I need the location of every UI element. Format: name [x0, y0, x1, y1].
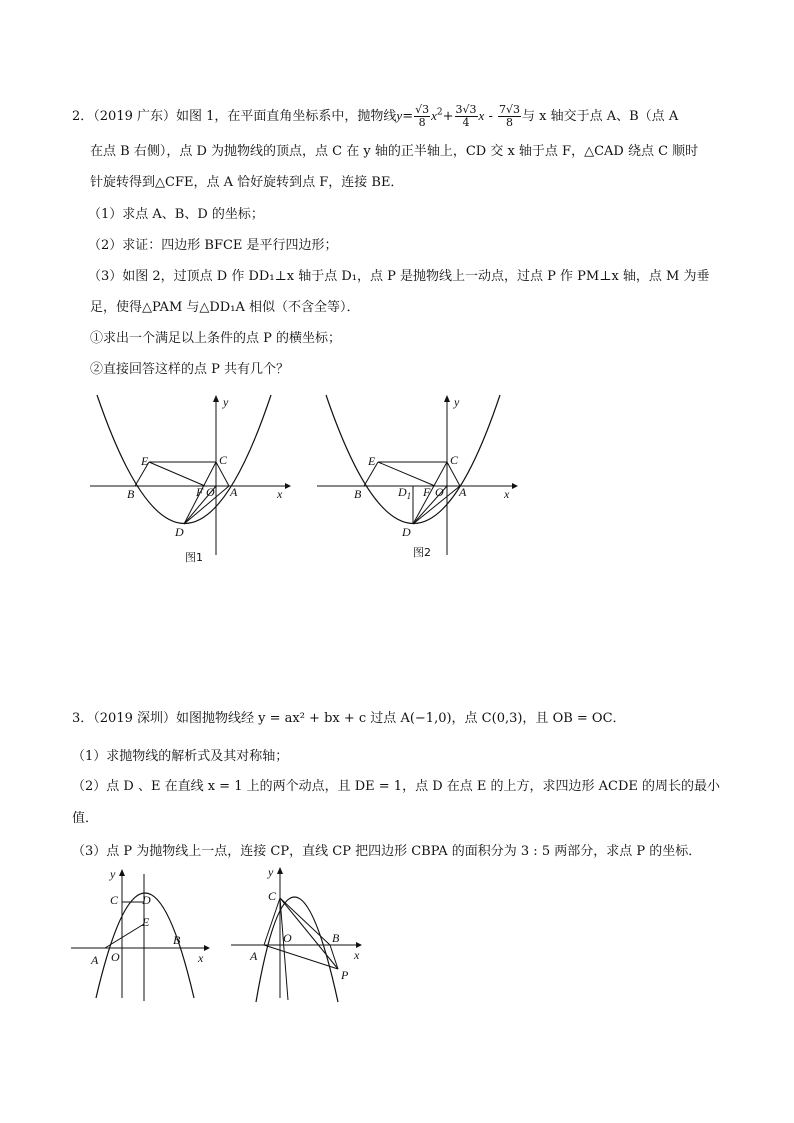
figure-3-svg [68, 866, 218, 1006]
figure-2 [312, 390, 522, 570]
problem2-line1 [72, 104, 678, 129]
figure-1 [85, 390, 295, 570]
problem2-q2: （2）求证：四边形 BFCE 是平行四边形； [88, 238, 338, 253]
figure-1-caption: 图1 [185, 551, 203, 564]
figure-3 [68, 866, 218, 1006]
label-D1-subscript: 1 [406, 491, 412, 501]
label-B: B [354, 487, 362, 501]
eq-square: 2 [436, 107, 443, 118]
eq-frac2-num: 3√3 [455, 103, 477, 116]
y-axis-arrow-icon [444, 395, 450, 402]
eq-frac3 [498, 104, 521, 129]
x-axis-arrow-icon [204, 945, 210, 951]
problem2-q3b: ②直接回答这样的点 P 共有几个？ [90, 362, 290, 377]
problem2-q3-line1: （3）如图 2，过顶点 D 作 DD₁⊥x 轴于点 D₁，点 P 是抛物线上一动点，过点 P 作 PM⊥x 轴，点 M 为垂 [88, 269, 710, 284]
label-E: E [368, 454, 376, 468]
label-x: x [277, 487, 283, 501]
label-y: y [110, 867, 116, 881]
problem2-line2: 在点 B 右侧），点 D 为抛物线的顶点，点 C 在 y 轴的正半轴上，CD 交 x 轴于点 F，△CAD 绕点 C 顺时 [90, 144, 699, 159]
label-D: D [402, 525, 411, 539]
label-C: C [110, 893, 119, 907]
eq-frac1-num: √3 [415, 103, 430, 116]
label-O: O [206, 485, 215, 499]
eq-frac3-den: 8 [506, 116, 513, 129]
label-D1-letter: D [398, 485, 407, 499]
eq-frac2 [455, 104, 478, 129]
problem2-q1: （1）求点 A、B、D 的坐标； [88, 207, 264, 222]
segment-AE [105, 924, 144, 948]
label-P: P [341, 968, 349, 982]
y-axis-arrow-icon [213, 395, 219, 402]
problem2-intro: 如图 1，在平面直角坐标系中，抛物线 [176, 109, 397, 124]
problem3-q2-line2: 值． [72, 811, 99, 826]
figure-4-svg [228, 862, 378, 1004]
problem3-intro: 如图抛物线经 y = ax² + bx + c 过点 A(−1,0)，点 C(0,3)，且 OB = OC． [176, 711, 626, 726]
label-O: O [435, 485, 444, 499]
eq-frac1-den: 8 [418, 116, 426, 129]
label-C: C [219, 453, 228, 467]
segment-CQ [280, 898, 288, 1000]
label-E: E [142, 915, 150, 929]
label-D1 [397, 485, 411, 501]
y-axis-arrow-icon [277, 867, 283, 874]
eq-frac3-num: 7√3 [499, 103, 521, 116]
label-O: O [283, 931, 292, 945]
label-B: B [332, 931, 340, 945]
segment-CA [264, 898, 280, 945]
x-axis-arrow-icon [512, 483, 518, 489]
label-O: O [111, 950, 120, 964]
x-axis-arrow-icon [285, 483, 291, 489]
eq-equals: = [402, 109, 414, 124]
label-x: x [354, 948, 360, 962]
problem3-q1: （1）求抛物线的解析式及其对称轴； [72, 749, 289, 764]
label-D: D [175, 525, 184, 539]
label-A: A [459, 485, 467, 499]
problem3-number: 3． [72, 711, 94, 726]
eq-frac1 [414, 104, 430, 129]
label-C: C [450, 453, 459, 467]
problem2-line3: 针旋转得到△CFE，点 A 恰好旋转到点 F，连接 BE． [90, 175, 404, 190]
segment-EF [149, 462, 205, 486]
label-y: y [223, 395, 229, 409]
problem2-q3a: ①求出一个满足以上条件的点 P 的横坐标； [90, 331, 342, 346]
eq-frac2-den: 4 [462, 116, 470, 129]
eq-y: y [396, 108, 403, 123]
label-B: B [127, 487, 135, 501]
problem3-q2-line1: （2）点 D 、E 在直线 x = 1 上的两个动点，且 DE = 1，点 D 在点 E 的上方，求四边形 ACDE 的周长的最小 [72, 779, 721, 794]
figure-1-svg [85, 390, 295, 570]
label-x: x [504, 487, 510, 501]
problem2-number: 2． [72, 109, 94, 124]
problem3-q3: （3）点 P 为抛物线上一点，连接 CP，直线 CP 把四边形 CBPA 的面积分为 3 : 5 两部分，求点 P 的坐标． [72, 844, 702, 859]
label-y: y [268, 865, 274, 879]
y-axis-arrow-icon [119, 869, 125, 876]
problem2-source: （2019 广东） [93, 109, 176, 124]
eq-minus: - [484, 109, 497, 124]
segment-BP [330, 945, 338, 969]
label-C: C [268, 889, 277, 903]
label-y: y [454, 395, 460, 409]
eq-x1: x [478, 108, 485, 123]
problem2-intro-tail: 与 x 轴交于点 A、B（点 A [522, 109, 679, 124]
label-B: B [173, 933, 181, 947]
eq-x2: x [431, 108, 437, 123]
label-A: A [91, 953, 99, 967]
segment-EF [378, 462, 435, 486]
problem2-q3-line2: 足，使得△PAM 与△DD₁A 相似（不含全等）． [90, 300, 360, 315]
label-D: D [142, 893, 151, 907]
problem3-line1 [72, 710, 626, 728]
label-F: F [423, 485, 431, 499]
figure-2-caption: 图2 [413, 546, 431, 559]
eq-plus: + [442, 109, 454, 124]
label-E: E [141, 454, 149, 468]
label-A: A [250, 949, 258, 963]
label-F: F [196, 485, 204, 499]
parabola [256, 897, 338, 1002]
label-x: x [198, 951, 204, 965]
figure-2-svg [312, 390, 522, 570]
parabola [97, 395, 271, 524]
problem3-source: （2019 深圳） [93, 711, 176, 726]
figure-4 [228, 862, 378, 1004]
label-A: A [230, 485, 238, 499]
